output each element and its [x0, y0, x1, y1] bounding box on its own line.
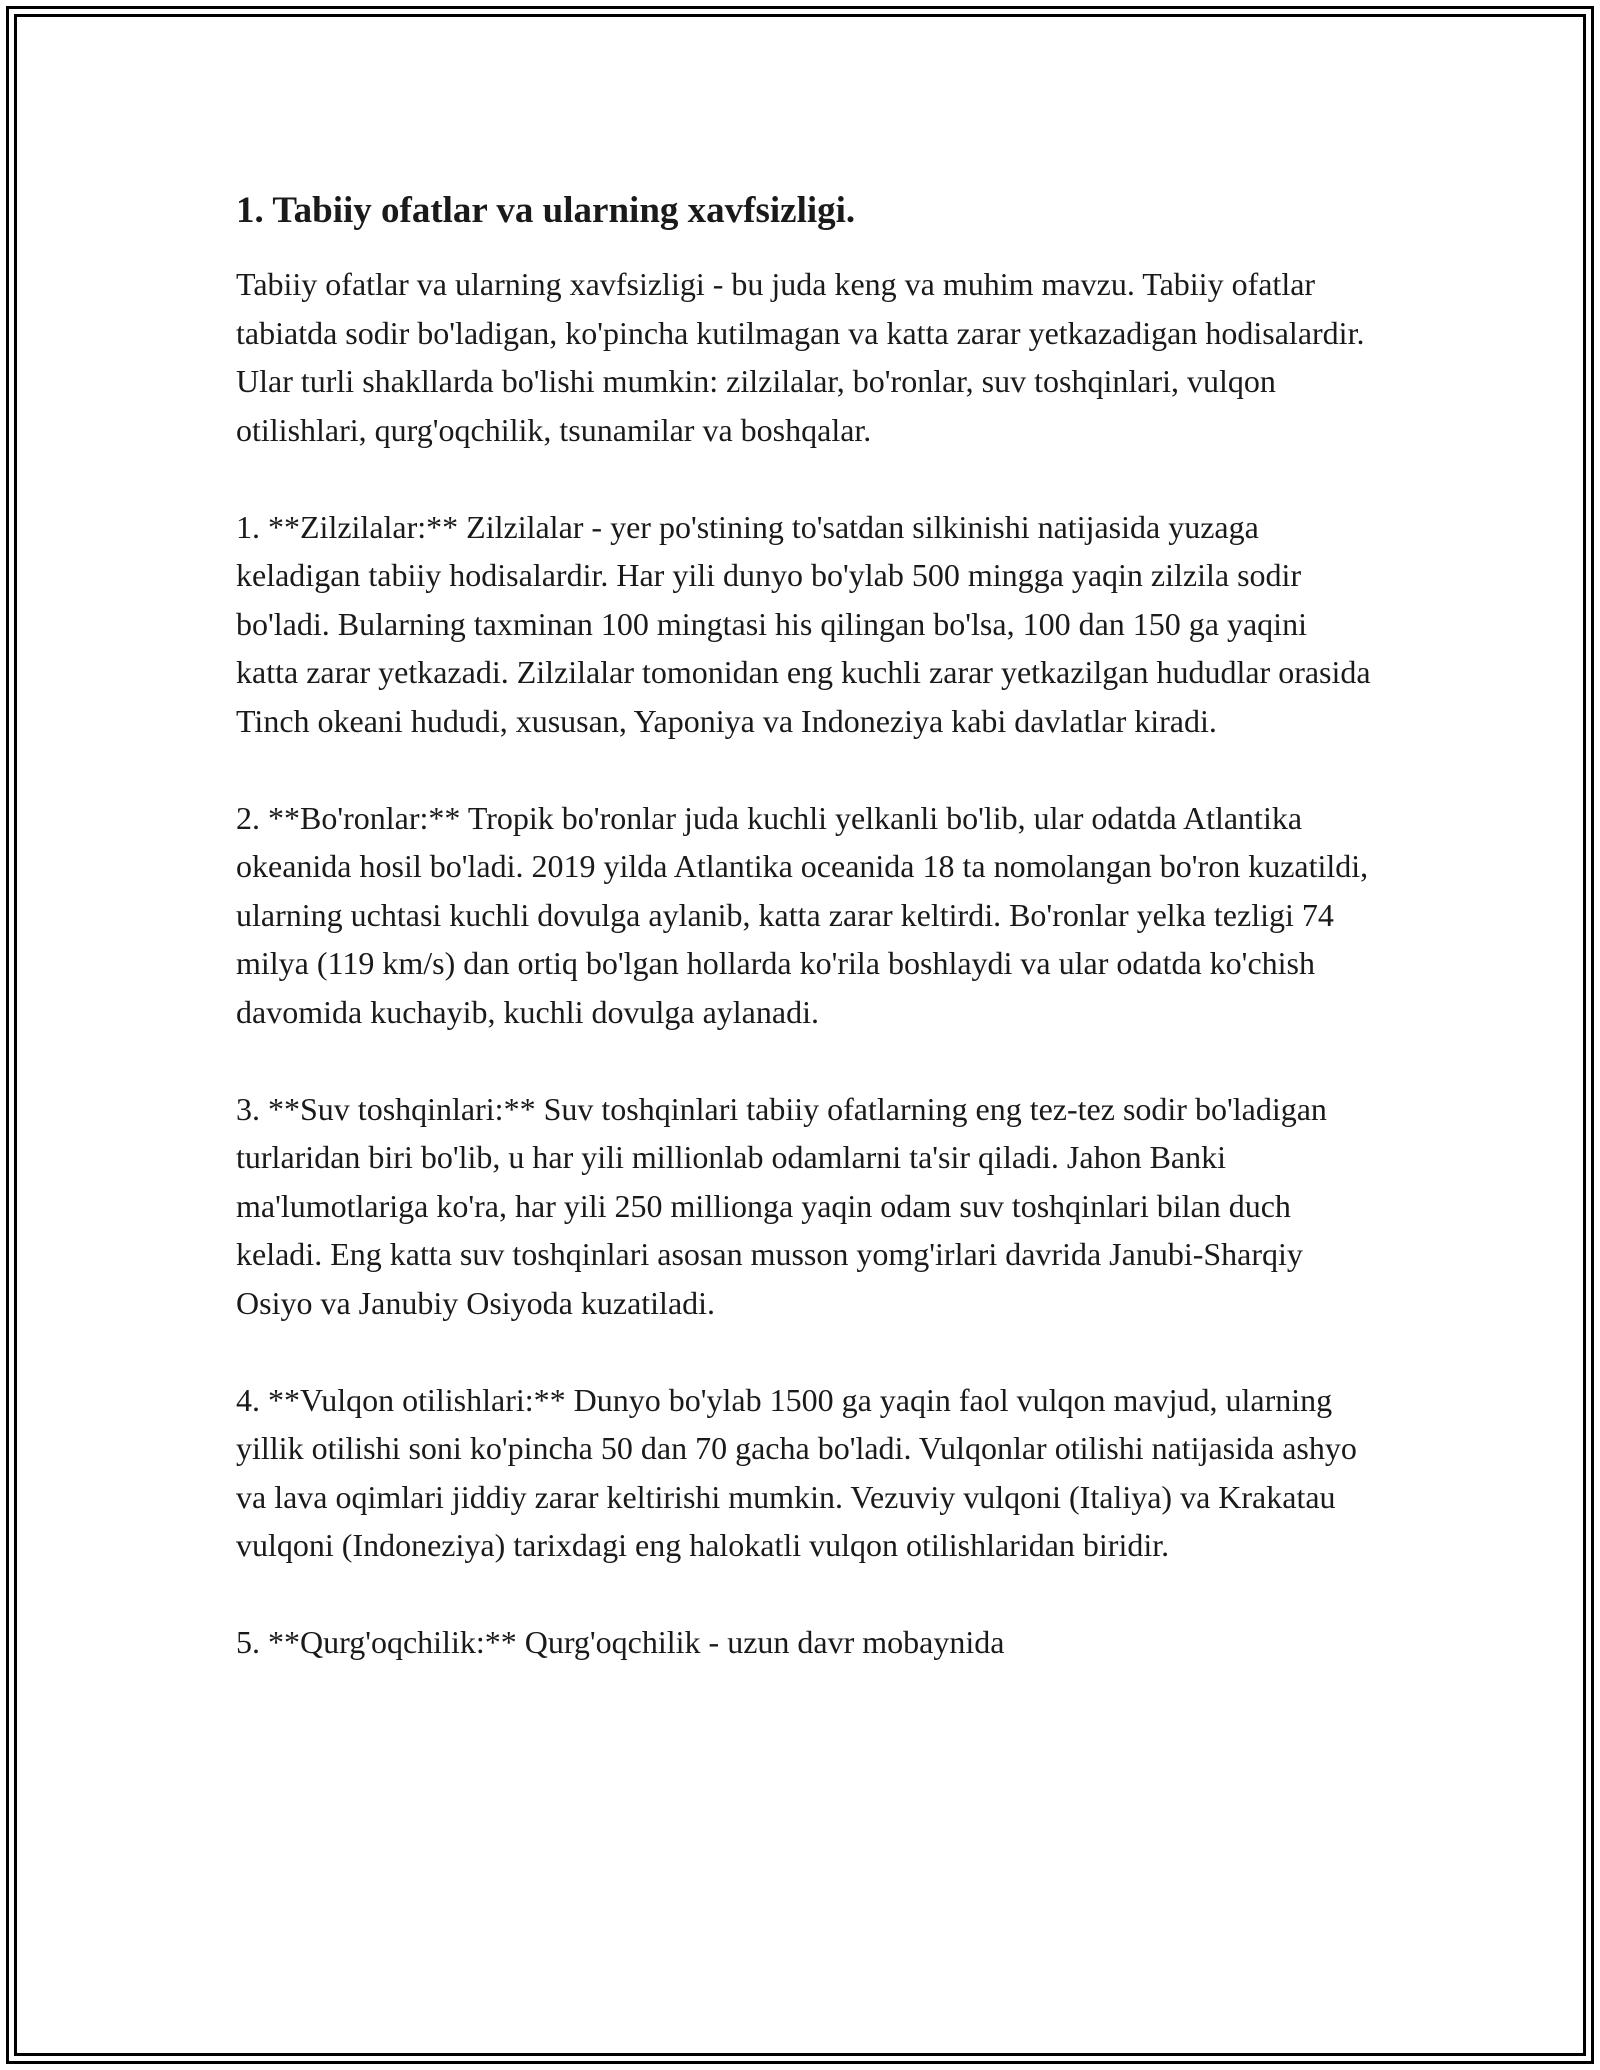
intro-paragraph: Tabiiy ofatlar va ularning xavfsizligi - bu juda keng va muhim mavzu. Tabiiy ofatlar tabiatda sodir bo'ladigan, ko'pincha kutilmagan va katta zarar yetkazadigan hodisalardir. Ular turli shakllarda bo'lishi mumkin: zilzilalar, bo'ronlar, suv toshqinlari, vulqon otilishlari, qurg'oqchilik, tsunamilar va boshqalar. — [236, 266, 1365, 448]
document-body — [236, 188, 1376, 1667]
paragraph-earthquakes: 1. **Zilzilalar:** Zilzilalar - yer po'stining to'satdan silkinishi natijasida yuzaga keladigan tabiiy hodisalardir. Har yili dunyo bo'ylab 500 mingga yaqin zilzila sodir bo'ladi. Bularning taxminan 100 mingtasi his qilingan bo'lsa, 100 dan 150 ga yaqini katta zarar yetkazadi. Zilzilalar tomonidan eng kuchli zarar yetkazilgan hududlar orasida Tinch okeani hududi, xususan, Yaponiya va Indoneziya kabi davlatlar kiradi. — [236, 508, 1371, 739]
paragraph-volcanoes: 4. **Vulqon otilishlari:** Dunyo bo'ylab 1500 ga yaqin faol vulqon mavjud, ularning yillik otilishi soni ko'pincha 50 dan 70 gacha bo'ladi. Vulqonlar otilishi natijasida ashyo va lava oqimlari jiddiy zarar keltirishi mumkin. Vezuviy vulqoni (Italiya) va Krakatau vulqoni (Indoneziya) tarixdagi eng halokatli vulqon otilishlaridan biridir. — [236, 1381, 1357, 1563]
paragraph-drought: 5. **Qurg'oqchilik:** Qurg'oqchilik - uzun davr mobaynida — [236, 1624, 1005, 1660]
paragraph-floods: 3. **Suv toshqinlari:** Suv toshqinlari tabiiy ofatlarning eng tez-tez sodir bo'ladigan turlaridan biri bo'lib, u har yili millionlab odamlarni ta'sir qiladi. Jahon Banki ma'lumotlariga ko'ra, har yili 250 millionga yaqin odam suv toshqinlari bilan duch keladi. Eng katta suv toshqinlari asosan musson yomg'irlari davrida Janubi-Sharqiy Osiyo va Janubiy Osiyoda kuzatiladi. — [236, 1090, 1327, 1321]
document-title: 1. Tabiiy ofatlar va ularning xavfsizligi. — [236, 190, 856, 231]
paragraph-storms: 2. **Bo'ronlar:** Tropik bo'ronlar juda kuchli yelkanli bo'lib, ular odatda Atlantika okeanida hosil bo'ladi. 2019 yilda Atlantika oceanida 18 ta nomolangan bo'ron kuzatildi, ularning uchtasi kuchli dovulga aylanib, katta zarar keltirdi. Bo'ronlar yelka tezligi 74 milya (119 km/s) dan ortiq bo'lgan hollarda ko'rila boshlaydi va ular odatda ko'chish davomida kuchayib, kuchli dovulga aylanadi. — [236, 799, 1369, 1030]
